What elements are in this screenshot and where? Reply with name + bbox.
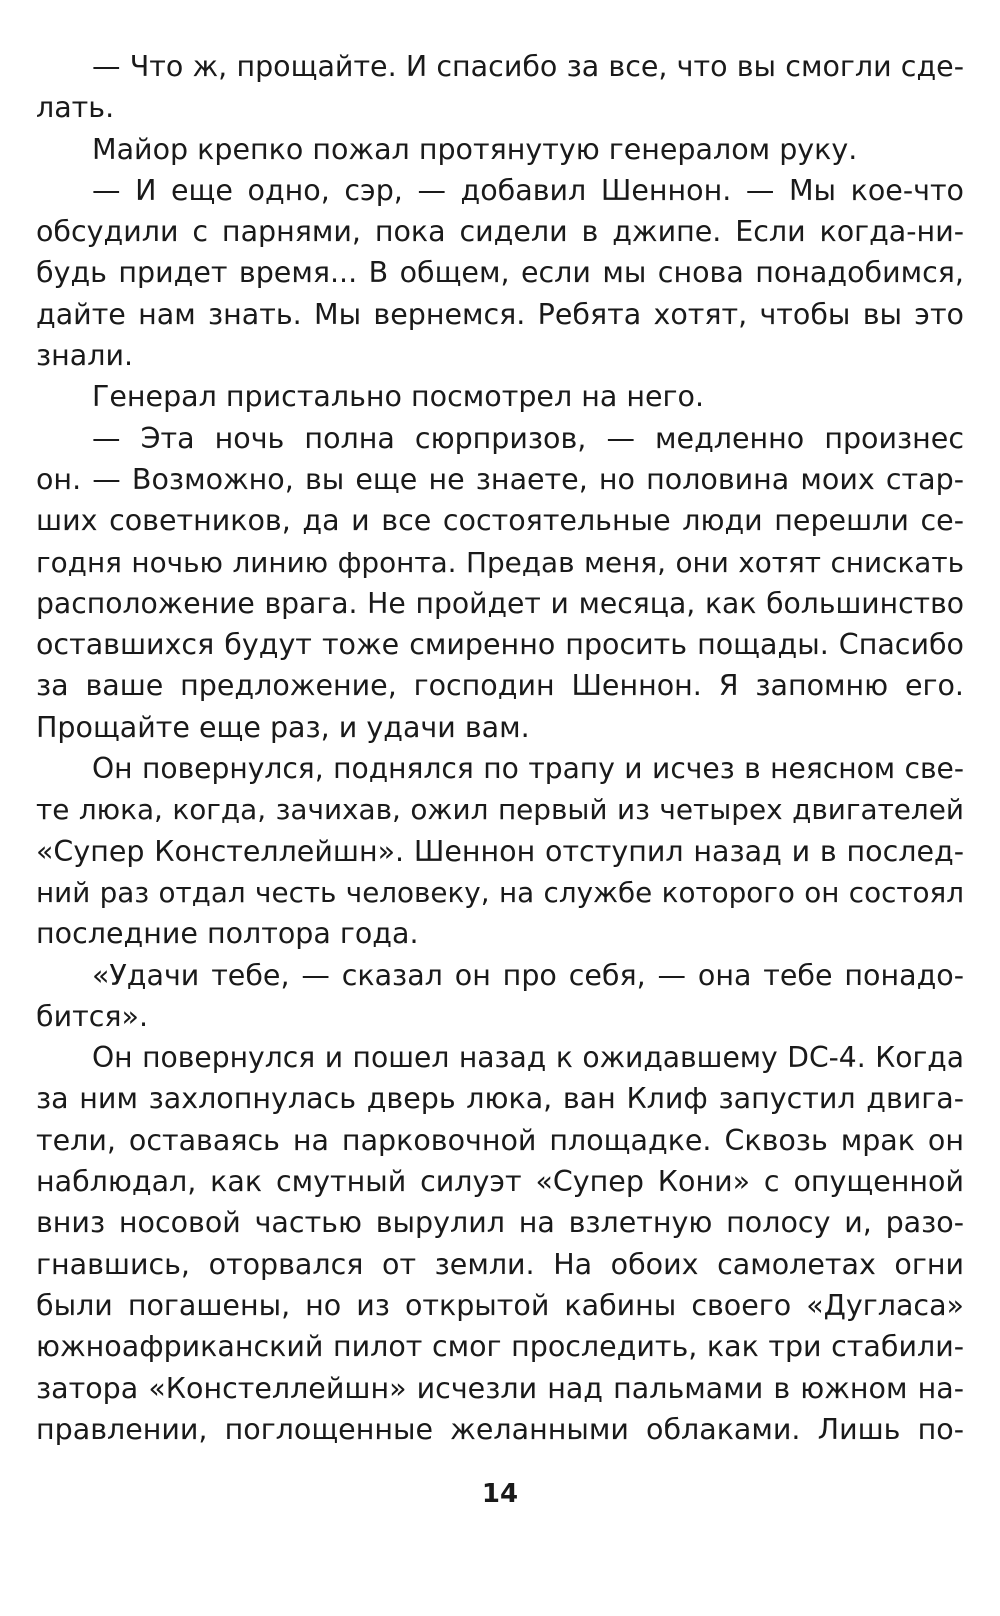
text-line: Прощайте еще раз, и удачи вам.: [36, 710, 530, 744]
text-line: ний раз отдал честь человеку, на службе которого он состоял: [36, 875, 964, 909]
text-line: «Супер Констеллейшн». Шеннон отступил назад и в послед-: [36, 834, 964, 868]
text-line: южноафриканский пилот смог проследить, как три стабили-: [36, 1330, 964, 1364]
text-line: последние полтора года.: [36, 917, 419, 951]
text-line: дайте нам знать. Мы вернемся. Ребята хотят, чтобы вы это: [36, 297, 964, 331]
text-line: оставшихся будут тоже смиренно просить пощады. Спасибо: [36, 628, 964, 662]
text-line: те люка, когда, зачихав, ожил первый из четырех двигателей: [36, 793, 964, 827]
text-line: расположение врага. Не пройдет и месяца, как большинство: [36, 586, 964, 620]
text-line: вниз носовой частью вырулил на взлетную полосу и, разо-: [36, 1206, 964, 1240]
text-line: лать.: [36, 91, 115, 125]
text-line: Генерал пристально посмотрел на него.: [92, 380, 705, 414]
text-line: наблюдал, как смутный силуэт «Супер Кони» с опущенной: [36, 1165, 964, 1199]
body-text: [36, 46, 964, 1450]
text-line: годня ночью линию фронта. Предав меня, они хотят снискать: [36, 545, 964, 579]
text-line: Он повернулся и пошел назад к ожидавшему DC-4. Когда: [92, 1041, 964, 1075]
text-line: — Что ж, прощайте. И спасибо за все, что вы смогли сде-: [92, 50, 964, 83]
text-line: правлении, поглощенные желанными облаками. Лишь по-: [36, 1412, 964, 1446]
text-line: за ним захлопнулась дверь люка, ван Клиф запустил двига-: [36, 1082, 964, 1116]
text-line: обсудили с парнями, пока сидели в джипе. Если когда-ни-: [36, 215, 964, 249]
text-line: «Удачи тебе, — сказал он про себя, — она тебе понадо-: [92, 958, 964, 992]
text-line: Майор крепко пожал протянутую генералом руку.: [92, 132, 858, 166]
text-line: будь придет время... В общем, если мы снова понадобимся,: [36, 256, 964, 290]
text-line: тели, оставаясь на парковочной площадке. Сквозь мрак он: [36, 1123, 964, 1157]
text-line: затора «Констеллейшн» исчезли над пальмами в южном на-: [36, 1371, 964, 1405]
text-line: — Эта ночь полна сюрпризов, — медленно произнес: [92, 421, 964, 455]
page-number: 14: [481, 1479, 519, 1509]
text-line: были погашены, но из открытой кабины своего «Дугласа»: [36, 1288, 964, 1322]
text-line: за ваше предложение, господин Шеннон. Я запомню его.: [36, 669, 964, 703]
text-line: ших советников, да и все состоятельные люди перешли се-: [36, 504, 964, 538]
text-line: он. — Возможно, вы еще не знаете, но половина моих стар-: [36, 462, 964, 496]
text-line: знали.: [36, 339, 134, 373]
text-line: бится».: [36, 999, 149, 1033]
text-line: гнавшись, оторвался от земли. На обоих самолетах огни: [36, 1247, 964, 1281]
text-line: Он повернулся, поднялся по трапу и исчез в неясном све-: [92, 752, 964, 786]
text-line: — И еще одно, сэр, — добавил Шеннон. — Мы кое-что: [92, 173, 964, 207]
